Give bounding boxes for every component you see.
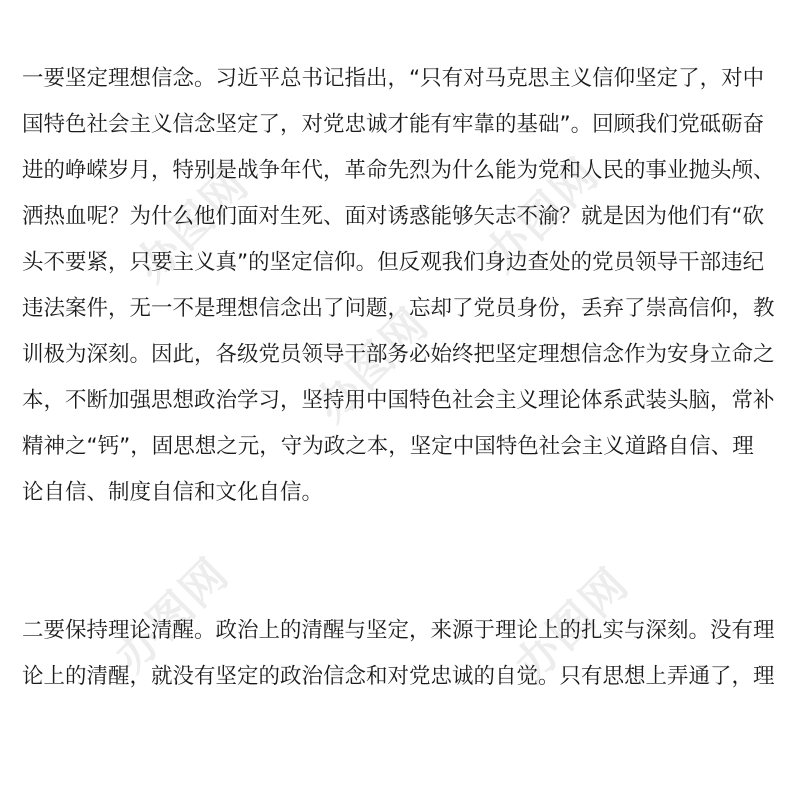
text-line: 精神之“钙”，固思想之元，守为政之本，坚定中国特色社会主义道路自信、理 (22, 434, 754, 459)
paragraph-theory (22, 608, 782, 700)
text-line: 进的峥嵘岁月，特别是战争年代，革命先烈为什么能为党和人民的事业抛头颅、 (22, 158, 775, 183)
watermark: 办图网 (125, 158, 260, 293)
paragraph-gap (22, 516, 782, 608)
paragraph-ideals (22, 56, 782, 516)
watermark: 办图网 (505, 558, 640, 693)
text-line: 一要坚定理想信念。习近平总书记指出，“只有对马克思主义信仰坚定了，对中 (22, 66, 765, 91)
text-line: 二要保持理论清醒。政治上的清醒与坚定，来源于理论上的扎实与深刻。没有理 (22, 618, 775, 643)
watermark: 办图网 (475, 148, 610, 283)
text-line: 头不要紧，只要主义真”的坚定信仰。但反观我们身边查处的党员领导干部违纪 (22, 250, 765, 275)
text-line: 违法案件，无一不是理想信念出了问题，忘却了党员身份，丢弃了崇高信仰，教 (22, 296, 775, 321)
text-line: 训极为深刻。因此，各级党员领导干部务必始终把坚定理想信念作为安身立命之 (22, 342, 775, 367)
text-line: 本，不断加强思想政治学习，坚持用中国特色社会主义理论体系武装头脑，常补 (22, 388, 775, 413)
watermark: 办图网 (105, 548, 240, 683)
text-line: 论自信、制度自信和文化自信。 (22, 480, 324, 505)
text-line: 论上的清醒，就没有坚定的政治信念和对党忠诚的自觉。只有思想上弄通了，理 (22, 664, 775, 689)
text-line: 洒热血呢？为什么他们面对生死、面对诱惑能够矢志不渝？就是因为他们有“砍 (22, 204, 765, 229)
document-body (22, 56, 782, 700)
watermark: 办图网 (305, 298, 440, 433)
text-line: 国特色社会主义信念坚定了，对党忠诚才能有牢靠的基础”。回顾我们党砥砺奋 (22, 112, 765, 137)
